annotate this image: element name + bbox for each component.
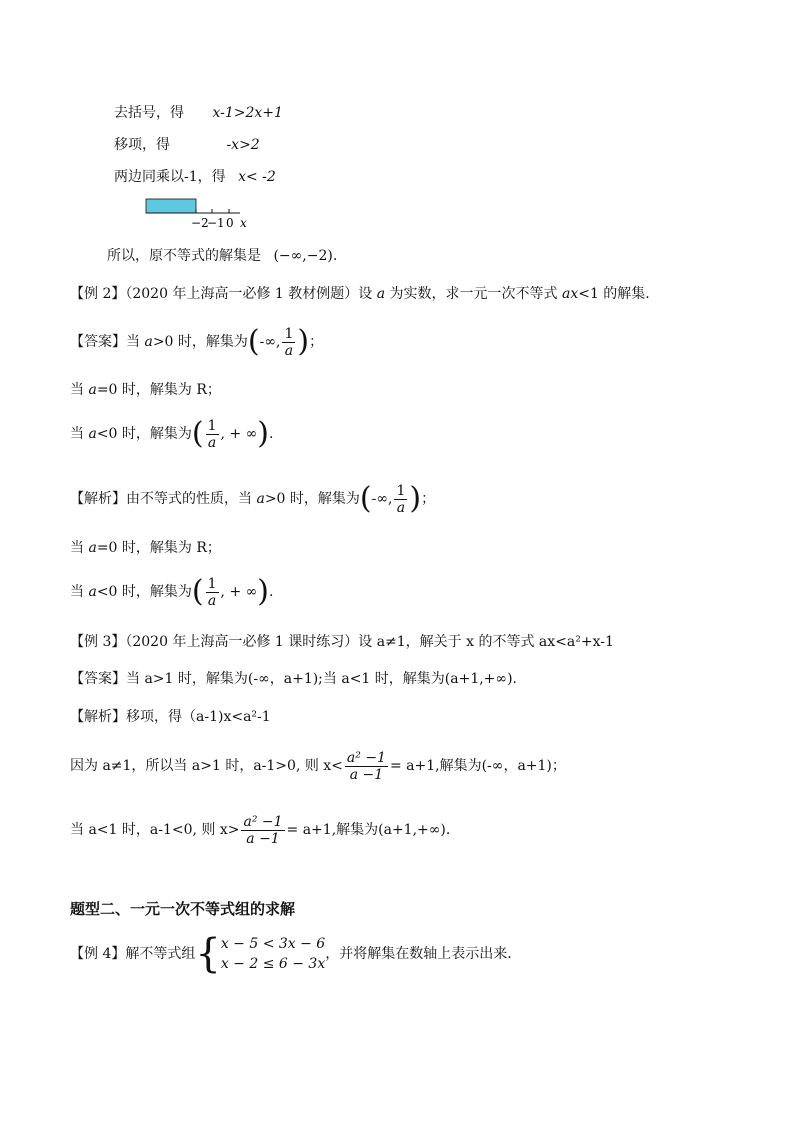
fraction	[394, 483, 407, 516]
brace: {	[195, 931, 221, 977]
question-text: 解不等式组	[125, 946, 196, 962]
answer-text: 当	[126, 334, 145, 350]
punct: ；	[421, 491, 436, 507]
right-paren: )	[409, 481, 422, 516]
interval-bound: , + ∞	[220, 426, 258, 442]
analysis-text: 由不等式的性质，当	[126, 491, 257, 507]
example-2-answer-2	[70, 380, 221, 400]
analysis-text: 因为 a≠1，所以当 a>1 时，a-1>0, 则 x<	[70, 758, 343, 774]
example-source: （2020 年上海高一必修 1 教材例题）	[125, 286, 359, 302]
question-text: <1 的解集.	[578, 286, 650, 302]
right-paren: )	[257, 416, 270, 451]
answer-tag: 【答案】	[70, 671, 126, 687]
question-text: 设	[358, 286, 377, 302]
question-text: 为实数，求一元一次不等式	[385, 286, 562, 302]
tick-label: −1	[207, 216, 225, 230]
inequality-system	[221, 934, 325, 974]
inequality-row: x − 2 ≤ 6 − 3x	[220, 956, 326, 972]
example-source: （2020 年上海高一必修 1 课时练习）	[125, 634, 359, 650]
variable: a	[88, 540, 97, 556]
denominator: a −1	[349, 766, 384, 783]
analysis-text: =0 时，解集为 R；	[96, 540, 221, 556]
answer-text: >0 时，解集为	[152, 334, 248, 350]
step-2-label: 移项，得	[114, 137, 170, 153]
analysis-text: 当	[70, 540, 89, 556]
answer-text: 当 a>1 时，解集为(-∞，a+1);当 a<1 时，解集为(a+1,+∞).	[126, 671, 517, 687]
fraction	[282, 326, 295, 359]
conclusion-text: 所以，原不等式的解集是	[107, 248, 261, 264]
example-2-answer-3	[70, 414, 273, 454]
step-3	[114, 167, 276, 187]
example-3-answer	[70, 669, 517, 689]
fraction	[241, 814, 284, 847]
variable: a	[144, 334, 153, 350]
answer-text: <0 时，解集为	[96, 426, 192, 442]
tick-label: 0	[226, 216, 234, 230]
interval-bound: , + ∞	[220, 584, 258, 600]
analysis-tag: 【解析】	[70, 491, 126, 507]
example-tag: 【例 4】	[70, 946, 126, 962]
analysis-text: = a+1,解集为(-∞，a+1)；	[389, 758, 566, 774]
example-2-question	[70, 284, 650, 304]
answer-text: =0 时，解集为 R；	[96, 382, 221, 398]
interval-bound: -∞,	[259, 334, 281, 350]
left-paren: (	[247, 324, 260, 359]
example-2-analysis-2	[70, 538, 221, 558]
step-2-expr: -x>2	[226, 137, 260, 153]
step-2	[114, 135, 260, 155]
numerator: a² −1	[243, 813, 283, 830]
variable: a	[88, 382, 97, 398]
fraction	[206, 576, 219, 609]
analysis-text: 当 a<1 时，a-1<0, 则 x>	[70, 822, 240, 838]
denominator: a	[207, 434, 217, 451]
fraction	[206, 418, 219, 451]
numerator: a² −1	[346, 749, 386, 766]
analysis-tag: 【解析】	[70, 709, 126, 725]
interval-bound: -∞,	[371, 491, 393, 507]
question-text: 设 a≠1，解关于 x 的不等式 ax<a²+x-1	[358, 634, 614, 650]
variable: a	[88, 584, 97, 600]
number-line	[140, 196, 270, 232]
example-3-analysis-1	[70, 707, 271, 727]
left-paren: (	[191, 574, 204, 609]
step-1	[114, 103, 283, 123]
left-paren: (	[191, 416, 204, 451]
section-title: 题型二、一元一次不等式组的求解	[70, 900, 296, 918]
example-3-analysis-3	[70, 810, 450, 850]
right-paren: )	[257, 574, 270, 609]
conclusion-set: (−∞,−2)	[273, 248, 333, 264]
numerator: 1	[284, 325, 294, 342]
fraction	[345, 750, 388, 783]
example-tag: 【例 3】	[70, 634, 126, 650]
tick-label: −2	[191, 216, 209, 230]
example-3-question	[70, 632, 614, 652]
answer-tag: 【答案】	[70, 334, 126, 350]
numerator: 1	[207, 417, 217, 434]
punct: ；	[309, 334, 324, 350]
denominator: a	[396, 499, 406, 516]
left-paren: (	[359, 481, 372, 516]
answer-text: 当	[70, 426, 89, 442]
step-3-label: 两边同乘以-1，得	[114, 169, 226, 185]
analysis-text: 当	[70, 584, 89, 600]
inequality-row: x − 5 < 3x − 6	[220, 936, 326, 952]
example-3-analysis-2	[70, 746, 566, 786]
variable: ax	[561, 286, 579, 302]
punct: .	[269, 426, 274, 442]
analysis-text: = a+1,解集为(a+1,+∞).	[286, 822, 451, 838]
step-1-expr: x-1>2x+1	[212, 105, 283, 121]
analysis-text: >0 时，解集为	[264, 491, 360, 507]
variable: a	[88, 426, 97, 442]
answer-text: 当	[70, 382, 89, 398]
solution-region	[146, 199, 196, 213]
step-1-label: 去括号，得	[114, 105, 184, 121]
denominator: a	[207, 592, 217, 609]
analysis-text: 移项，得（a-1)x<a²-1	[126, 709, 271, 725]
example-tag: 【例 2】	[70, 286, 126, 302]
punct: .	[269, 584, 274, 600]
example-4-question	[70, 932, 512, 976]
question-text: ，并将解集在数轴上表示出来.	[325, 946, 512, 962]
variable: a	[376, 286, 386, 302]
example-2-analysis-3	[70, 572, 273, 612]
right-paren: )	[297, 324, 310, 359]
denominator: a	[284, 342, 294, 359]
example-2-answer-1	[70, 322, 323, 362]
variable: a	[256, 491, 265, 507]
step-3-expr: x< -2	[238, 169, 276, 185]
axis-label: x	[240, 216, 247, 230]
numerator: 1	[207, 575, 217, 592]
denominator: a −1	[246, 830, 280, 847]
period: .	[332, 248, 338, 264]
example-2-analysis-1	[70, 479, 435, 519]
analysis-text: <0 时，解集为	[96, 584, 192, 600]
numerator: 1	[396, 482, 406, 499]
conclusion	[107, 246, 337, 266]
